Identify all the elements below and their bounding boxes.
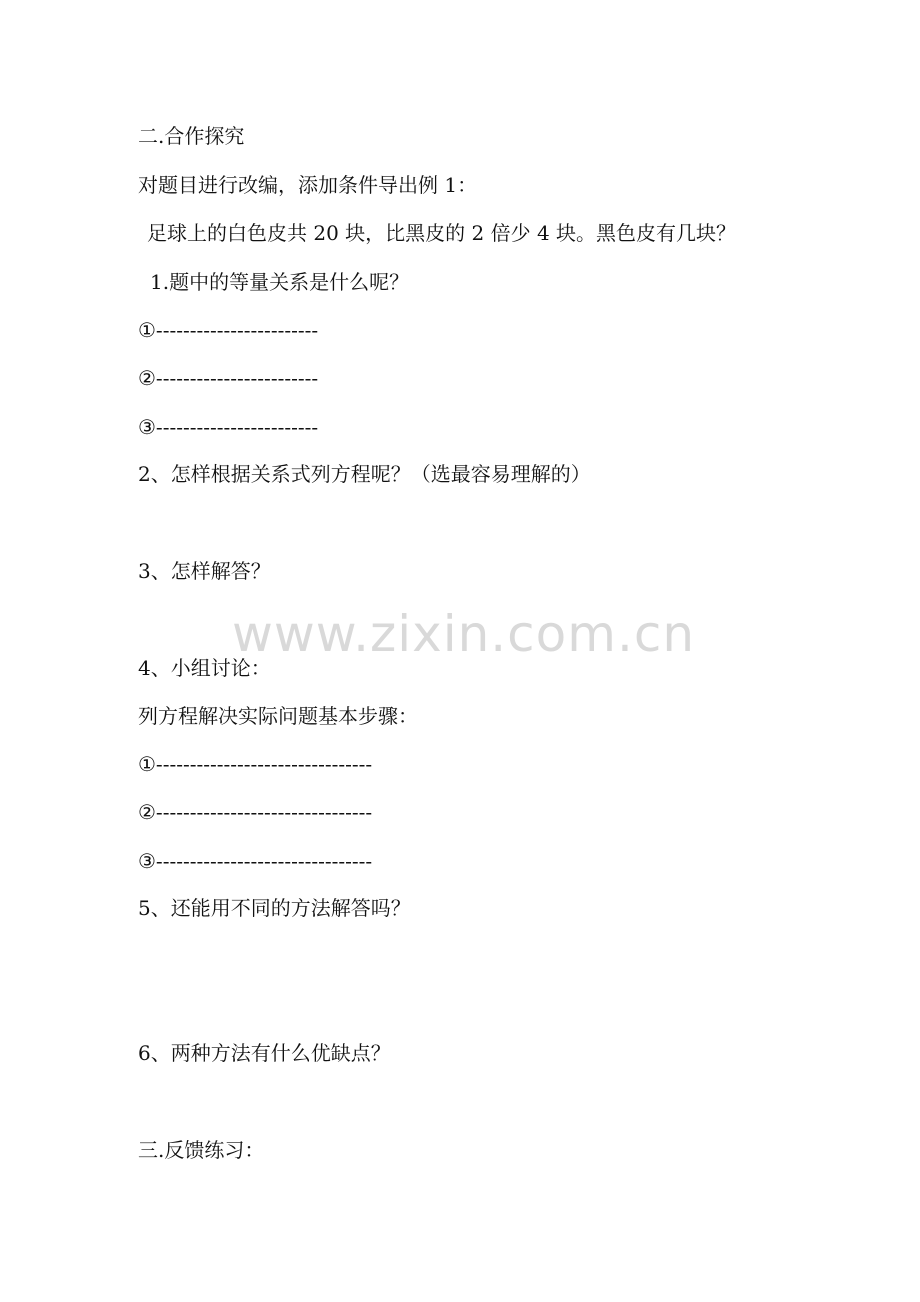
question-4: 4、小组讨论： xyxy=(138,656,271,680)
section-heading-feedback-practice: 三.反馈练习： xyxy=(138,1138,265,1162)
question-6: 6、两种方法有什么优缺点？ xyxy=(138,1041,391,1065)
answer-blank-3: ③------------------------ xyxy=(138,415,319,439)
intro-text: 对题目进行改编，添加条件导出例 1： xyxy=(138,173,478,197)
answer-blank-1: ①------------------------ xyxy=(138,318,319,342)
steps-heading: 列方程解决实际问题基本步骤： xyxy=(138,704,418,728)
question-1: 1.题中的等量关系是什么呢？ xyxy=(150,270,410,294)
step-blank-3: ③-------------------------------- xyxy=(138,849,373,873)
answer-blank-2: ②------------------------ xyxy=(138,366,319,390)
watermark: www.zixin.com.cn xyxy=(232,605,696,663)
question-3: 3、怎样解答？ xyxy=(138,559,271,583)
question-5: 5、还能用不同的方法解答吗？ xyxy=(138,896,411,920)
step-blank-2: ②-------------------------------- xyxy=(138,800,373,824)
example-problem: 足球上的白色皮共 20 块，比黑皮的 2 倍少 4 块。黑色皮有几块？ xyxy=(147,221,737,245)
section-heading-cooperative-inquiry: 二.合作探究 xyxy=(138,124,245,148)
question-2: 2、怎样根据关系式列方程呢？（选最容易理解的） xyxy=(138,462,591,486)
step-blank-1: ①-------------------------------- xyxy=(138,752,373,776)
